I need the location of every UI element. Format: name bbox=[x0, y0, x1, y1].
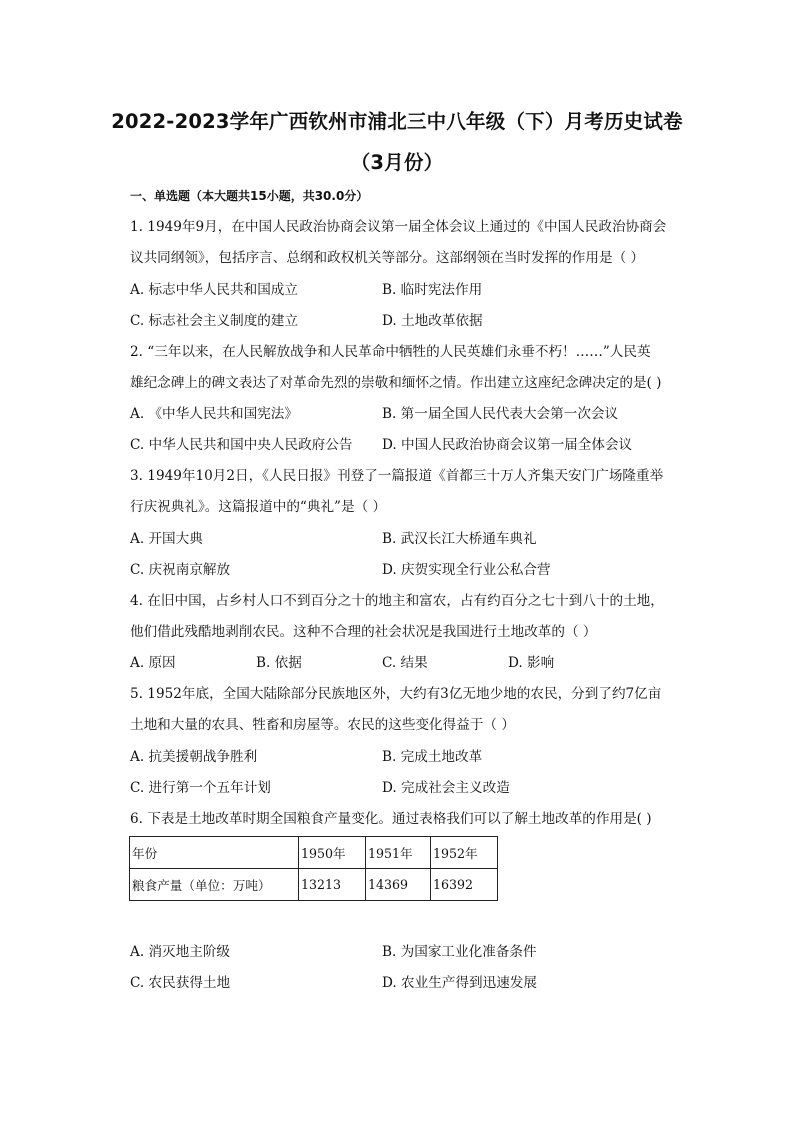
question-text: 4. 在旧中国，占乡村人口不到百分之十的地主和富农，占有约百分之七十到八十的土地， bbox=[130, 593, 664, 609]
option-a: A. 《中华人民共和国宪法》 bbox=[130, 406, 298, 422]
option-b: B. 为国家工业化准备条件 bbox=[382, 944, 537, 960]
table-cell: 年份 bbox=[130, 837, 299, 869]
table-header-row bbox=[130, 837, 498, 869]
table-row bbox=[130, 869, 498, 901]
question-text: 3. 1949年10月2日，《人民日报》刊登了一篇报道《首都三十万人齐集天安门广场隆重举 bbox=[130, 468, 664, 484]
question-text: 6. 下表是土地改革时期全国粮食产量变化。通过表格我们可以了解土地改革的作用是( ) bbox=[130, 811, 652, 827]
option-c: C. 庆祝南京解放 bbox=[130, 562, 231, 578]
option-c: C. 农民获得土地 bbox=[130, 975, 231, 991]
option-c: C. 进行第一个五年计划 bbox=[130, 780, 271, 796]
question-text: 雄纪念碑上的碑文表达了对革命先烈的崇敬和缅怀之情。作出建立这座纪念碑决定的是( ) bbox=[130, 375, 662, 391]
option-a: A. 开国大典 bbox=[130, 531, 203, 547]
option-b: B. 完成土地改革 bbox=[382, 749, 483, 765]
section-heading: 一、单选题（本大题共15小题，共30.0分） bbox=[130, 189, 369, 203]
question-text: 他们借此残酷地剥削农民。这种不合理的社会状况是我国进行土地改革的（ ） bbox=[130, 624, 597, 640]
option-b: B. 第一届全国人民代表大会第一次会议 bbox=[382, 406, 619, 422]
option-d: D. 土地改革依据 bbox=[382, 313, 483, 329]
question-text: 土地和大量的农具、牲畜和房屋等。农民的这些变化得益于（ ） bbox=[130, 717, 515, 733]
option-b: B. 依据 bbox=[256, 655, 302, 671]
option-d: D. 庆贺实现全行业公私合营 bbox=[382, 562, 551, 578]
grain-output-table bbox=[129, 836, 498, 901]
table-cell: 1950年 bbox=[299, 837, 366, 869]
option-c: C. 中华人民共和国中央人民政府公告 bbox=[130, 437, 353, 453]
option-a: A. 抗美援朝战争胜利 bbox=[130, 749, 258, 765]
option-c: C. 标志社会主义制度的建立 bbox=[130, 313, 299, 329]
option-a: A. 标志中华人民共和国成立 bbox=[130, 282, 298, 298]
question-text: 议共同纲领》，包括序言、总纲和政权机关等部分。这部纲领在当时发挥的作用是（ ） bbox=[130, 250, 645, 266]
table-cell: 1952年 bbox=[431, 837, 498, 869]
option-d: D. 完成社会主义改造 bbox=[382, 780, 510, 796]
option-b: B. 武汉长江大桥通车典礼 bbox=[382, 531, 537, 547]
option-c: C. 结果 bbox=[382, 655, 428, 671]
option-d: D. 农业生产得到迅速发展 bbox=[382, 975, 537, 991]
option-a: A. 消灭地主阶级 bbox=[130, 944, 231, 960]
table-cell: 13213 bbox=[299, 869, 366, 901]
table-cell: 粮食产量（单位：万吨） bbox=[130, 869, 299, 901]
option-d: D. 中国人民政治协商会议第一届全体会议 bbox=[382, 437, 633, 453]
table-cell: 14369 bbox=[366, 869, 431, 901]
option-d: D. 影响 bbox=[508, 655, 555, 671]
page-subtitle: （3月份） bbox=[350, 151, 444, 174]
option-b: B. 临时宪法作用 bbox=[382, 282, 483, 298]
question-text: 1. 1949年9月，在中国人民政治协商会议第一届全体会议上通过的《中国人民政治协商会 bbox=[130, 219, 667, 235]
question-text: 行庆祝典礼》。这篇报道中的“典礼”是（ ） bbox=[130, 499, 387, 515]
question-text: 2. “三年以来，在人民解放战争和人民革命中牺牲的人民英雄们永垂不朽！……”人民英 bbox=[130, 344, 651, 360]
option-a: A. 原因 bbox=[130, 655, 176, 671]
question-text: 5. 1952年底，全国大陆除部分民族地区外，大约有3亿无地少地的农民，分到了约7亿亩 bbox=[130, 686, 662, 702]
table-cell: 16392 bbox=[431, 869, 498, 901]
table-cell: 1951年 bbox=[366, 837, 431, 869]
page-title: 2022-2023学年广西钦州市浦北三中八年级（下）月考历史试卷 bbox=[111, 110, 683, 133]
